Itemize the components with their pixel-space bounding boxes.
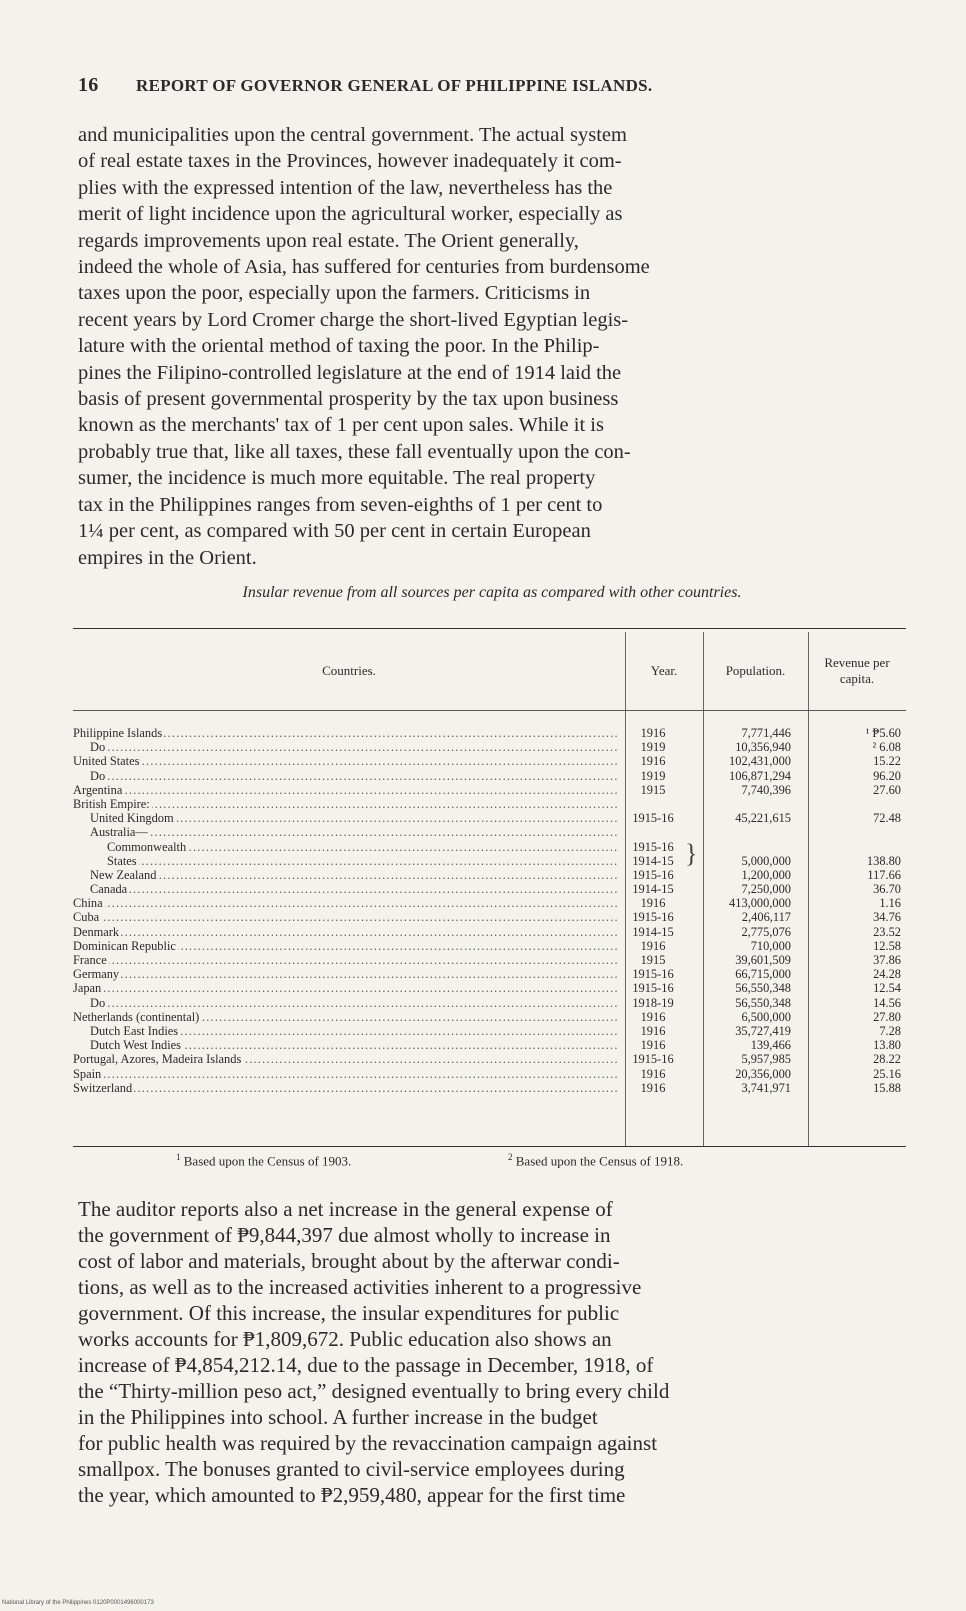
paragraph-1: and municipalities upon the central government. The actual system of real estate taxes in the Provinces, however inadequately it com- plies with the expressed intention of the law, nevertheless has the merit of light incidence upon the agricultural worker, especially as regards improvements upon real estate. The Orient generally, indeed the whole of Asia, has suffered for centuries from burdensome taxes upon the poor, especially upon the farmers. Criticisms in recent years by Lord Cromer charge the short-lived Egyptian legis- lature with the oriental method of taxing the poor. In the Philip- pines the Filipino-controlled legislature at the end of 1914 laid the basis of present governmental prosperity by the tax upon business known as the merchants' tax of 1 per cent upon sales. While it is probably true that, like all taxes, these fall eventually upon the con- sumer, the incidence is much more equitable. The real property tax in the Philippines ranges from seven-eighths of 1 per cent to 1¼ per cent, as compared with 50 per cent in certain European empires in the Orient. [78, 124, 650, 569]
table-row [73, 996, 906, 1010]
cell-year: 1919 [640, 768, 666, 783]
cell-country: Canada [90, 882, 128, 897]
cell-population: 106,871,294 [729, 768, 791, 783]
cell-country: Cuba [73, 910, 100, 925]
table-header [73, 632, 906, 711]
cell-country: States [107, 853, 137, 868]
cell-revenue: 14.56 [873, 995, 901, 1010]
cell-year: 1915-16 [632, 967, 674, 982]
cell-population: 66,715,000 [735, 967, 791, 982]
table-row [73, 825, 906, 839]
cell-population: 5,957,985 [741, 1052, 791, 1067]
cell-year: 1916 [640, 1080, 666, 1095]
table-row [73, 882, 906, 896]
page-number: 16 [78, 74, 99, 96]
cell-country: British Empire: [73, 796, 150, 811]
cell-country: United Kingdom [90, 811, 174, 826]
footnote-2: $^2$ Based upon the Census of 1918. [508, 1152, 684, 1169]
header-year: Year. [650, 662, 678, 678]
cell-population: 20,356,000 [735, 1066, 791, 1081]
cell-revenue: 34.76 [873, 910, 901, 925]
table-row [73, 1067, 906, 1081]
table-row [73, 769, 906, 783]
footnote-1: $^1$ Based upon the Census of 1903. [176, 1152, 352, 1169]
cell-country: Denmark [73, 924, 120, 939]
table-row [73, 726, 906, 740]
table-row [73, 868, 906, 882]
table-row [73, 981, 906, 995]
cell-country: United States [73, 754, 140, 769]
table-row [73, 754, 906, 768]
cell-revenue: 15.88 [873, 1080, 901, 1095]
brace-mark: } [685, 838, 698, 868]
table-row [73, 910, 906, 924]
table-row [73, 811, 906, 825]
cell-country: Germany [73, 967, 120, 982]
running-header [78, 74, 878, 97]
cell-country: Do [90, 995, 106, 1010]
cell-population: 7,740,396 [741, 782, 791, 797]
header-countries: Countries. [322, 662, 376, 678]
cell-population: 7,250,000 [741, 882, 791, 897]
cell-country: China [73, 896, 103, 911]
cell-year: 1916 [640, 896, 666, 911]
cell-country: Philippine Islands [73, 726, 163, 740]
cell-revenue: 7.28 [879, 1023, 901, 1038]
table-row [73, 1081, 906, 1095]
cell-population: 39,601,509 [735, 953, 791, 967]
cell-year: 1914-15 [632, 882, 674, 897]
cell-country: Japan [73, 981, 102, 996]
table-row [73, 1010, 906, 1024]
table-row [73, 797, 906, 811]
cell-year: 1916 [640, 1009, 666, 1024]
cell-revenue: 72.48 [873, 811, 901, 826]
cell-country: Dutch West Indies [90, 1038, 181, 1053]
table-row [73, 854, 906, 868]
cell-revenue: 24.28 [873, 967, 901, 982]
cell-population: 35,727,419 [735, 1023, 791, 1038]
table-caption: Insular revenue from all sources per capita as compared with other countries. [242, 584, 742, 601]
scan-footer-tag: National Library of the Philippines 0120P0001496000173 [2, 1600, 154, 1606]
table-row [73, 896, 906, 910]
cell-country: Portugal, Azores, Madeira Islands [73, 1052, 242, 1067]
cell-population: 710,000 [750, 938, 791, 953]
cell-country: Netherlands (continental) [73, 1009, 200, 1024]
cell-revenue: 28.22 [873, 1052, 901, 1067]
cell-country: France [73, 953, 107, 967]
cell-population: 7,771,446 [741, 726, 791, 740]
cell-revenue: 27.60 [873, 782, 901, 797]
cell-population: 2,406,117 [741, 910, 791, 925]
table-row [73, 1024, 906, 1038]
cell-revenue: 96.20 [873, 768, 901, 783]
cell-year: 1916 [640, 754, 666, 769]
table-bottom-rule [73, 1146, 906, 1147]
cell-year: 1916 [640, 726, 666, 740]
cell-country: Commonwealth [107, 839, 187, 854]
cell-revenue: 15.22 [873, 754, 901, 769]
table-row [73, 939, 906, 953]
cell-population: 56,550,348 [735, 995, 791, 1010]
cell-population: 3,741,971 [741, 1080, 791, 1095]
table-body [73, 726, 906, 1095]
table-row [73, 967, 906, 981]
cell-population: 45,221,615 [735, 811, 791, 826]
header-population: Population. [725, 662, 786, 678]
cell-year: 1915-16 [632, 1052, 674, 1067]
cell-year: 1915 [640, 953, 666, 967]
cell-year: 1915 [640, 782, 666, 797]
table-row [73, 953, 906, 967]
cell-revenue: ² 6.08 [872, 740, 901, 755]
header-revenue: Revenue per capita. [824, 655, 890, 686]
cell-country: Dominican Republic [73, 938, 176, 953]
cell-year: 1916 [640, 1023, 666, 1038]
cell-revenue: 138.80 [866, 853, 901, 868]
cell-year: 1914-15 [632, 924, 674, 939]
cell-population: 56,550,348 [735, 981, 791, 996]
cell-country: New Zealand [90, 867, 157, 882]
cell-year: 1916 [640, 1038, 666, 1053]
cell-country: Dutch East Indies [90, 1023, 179, 1038]
cell-revenue: 25.16 [873, 1066, 901, 1081]
cell-year: 1914-15 [632, 853, 674, 868]
cell-population: 102,431,000 [729, 754, 791, 769]
cell-revenue: 12.58 [873, 938, 901, 953]
cell-country: Argentina [73, 782, 123, 797]
cell-year: 1918-19 [632, 995, 674, 1010]
cell-revenue: 117.66 [867, 867, 901, 882]
cell-revenue: 23.52 [873, 924, 901, 939]
cell-population: 6,500,000 [741, 1009, 791, 1024]
cell-revenue: 12.54 [873, 981, 901, 996]
cell-revenue: 36.70 [873, 882, 901, 897]
cell-revenue: 13.80 [873, 1038, 901, 1053]
table-top-rule [73, 628, 906, 629]
table-row [73, 925, 906, 939]
cell-country: Do [90, 740, 106, 755]
cell-year: 1916 [640, 1066, 666, 1081]
cell-population: 1,200,000 [741, 867, 791, 882]
cell-year: 1916 [640, 938, 666, 953]
header-title: REPORT OF GOVERNOR GENERAL OF PHILIPPINE ISLANDS. [136, 76, 653, 95]
cell-country: Do [90, 768, 106, 783]
table-row [73, 1038, 906, 1052]
cell-revenue: 27.80 [873, 1009, 901, 1024]
cell-population: 139,466 [750, 1038, 791, 1053]
cell-country: Spain [73, 1066, 102, 1081]
cell-revenue: 1.16 [879, 896, 901, 911]
cell-country: Australia— [90, 825, 148, 840]
cell-year: 1919 [640, 740, 666, 755]
cell-year: 1915-16 [632, 910, 674, 925]
cell-year: 1915-16 [632, 811, 674, 826]
cell-year: 1915-16 [632, 867, 674, 882]
cell-population: 10,356,940 [735, 740, 791, 755]
paragraph-2: The auditor reports also a net increase in the general expense of the government of ₱9,844,397 due almost wholly to increase in cost of labor and materials, brought about by the afterwar condi- tions, as well as to the increased activities inherent to a progressive government. Of this increase, the insular expenditures for public works accounts for ₱1,809,672. Public education also shows an increase of ₱4,854,212.14, due to the passage in December, 1918, of the “Thirty-million peso act,” designed eventually to bring every child in the Philippines into school. A further increase in the budget for public health was required by the revaccination campaign against smallpox. The bonuses granted to civil-service employees during the year, which amounted to ₱2,959,480, appear for the first time [78, 1197, 670, 1507]
cell-population: 413,000,000 [729, 896, 791, 911]
cell-revenue: ¹ ₱5.60 [865, 726, 901, 740]
cell-population: 2,775,076 [741, 924, 791, 939]
table-row [73, 783, 906, 797]
table-row [73, 740, 906, 754]
cell-year: 1915-16 [632, 981, 674, 996]
cell-year: 1915-16 [632, 839, 674, 854]
cell-population: 5,000,000 [741, 853, 791, 868]
table-row [73, 1052, 906, 1066]
cell-revenue: 37.86 [873, 953, 901, 967]
cell-country: Switzerland [73, 1080, 133, 1095]
